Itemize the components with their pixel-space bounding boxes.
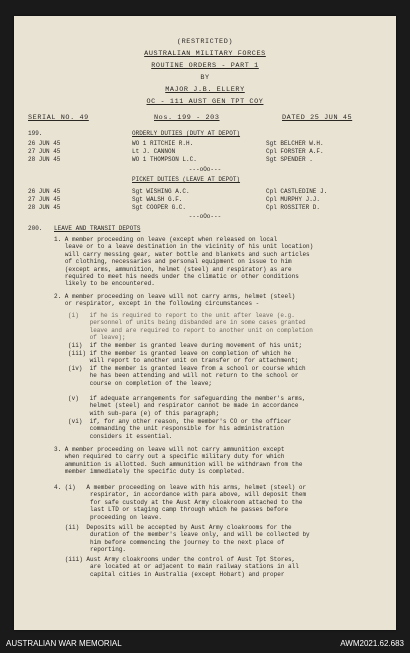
row-duty: WO 1 RITCHIE R.H. <box>132 140 194 147</box>
sub-item: (iii) Aust Army cloakrooms under the control of Aust Tpt Stores, are located at or adjacent to main railway stations in all capital cities in Australia (except Hobart) and proper <box>64 556 299 578</box>
unit-title: AUSTRALIAN MILITARY FORCES <box>144 50 266 58</box>
section-number: 200. <box>28 225 43 232</box>
row-date: 28 JUN 45 <box>28 156 61 163</box>
officer-name: MAJOR J.B. ELLERY <box>165 86 245 94</box>
row-duty: Sgt COOPER G.C. <box>132 204 187 211</box>
archive-reference: AWM2021.62.683 <box>340 639 404 648</box>
row-date: 27 JUN 45 <box>28 148 61 155</box>
order-numbers: Nos. 199 - 203 <box>154 114 220 122</box>
archive-footer <box>0 634 410 653</box>
section-heading: PICKET DUTIES (LEAVE AT DEPOT) <box>132 176 241 183</box>
row-duty: Lt J. CANNON <box>132 148 176 155</box>
serial-number: SERIAL NO. 49 <box>28 114 89 122</box>
classification: (RESTRICTED) <box>176 38 234 46</box>
sub-item: 4. (i) A member proceeding on leave with his arms, helmet (steel) or respirator, in accordance with para above, will deposit them for safe custody at the Aust Army cloakroom attached to the last LTD or staging camp through which he passes before proceeding on leave. <box>54 484 307 521</box>
section-heading: ORDERLY DUTIES (DUTY AT DEPOT) <box>132 130 241 137</box>
paragraph: 2. A member proceeding on leave will not carry arms, helmet (steel) or respirator, except in the following circumstances - <box>54 293 296 308</box>
sub-item: (iii) if the member is granted leave on completion of which he will report to another unit on transfer or for attachment; <box>68 350 299 365</box>
sub-item: (iv) if the member is granted leave from a school or course which he has been attending and will not return to the school or course on completion of the leave; <box>68 365 306 387</box>
row-relief: Cpl MURPHY J.J. <box>266 196 321 203</box>
archive-name: AUSTRALIAN WAR MEMORIAL <box>6 639 122 648</box>
row-relief: Sgt SPENDER . <box>266 156 313 163</box>
sub-item: (v) if adequate arrangements for safeguarding the member's arms, helmet (steel) and respirator cannot be made in accordance with sub-para (e) of this paragraph; <box>68 395 306 417</box>
paragraph: 3. A member proceeding on leave will not carry ammunition except when required to carry out a specific military duty for which ammunition is allotted. Such ammunition will be withdrawn from the member immediately the specific duty is completed. <box>54 446 303 476</box>
order-date: DATED 25 JUN 45 <box>282 114 353 122</box>
row-relief: Cpl CASTLEDINE J. <box>266 188 328 195</box>
by-line: BY <box>200 74 210 82</box>
row-relief: Sgt BELCHER W.H. <box>266 140 324 147</box>
row-date: 26 JUN 45 <box>28 140 61 147</box>
row-relief: Cpl FORSTER A.F. <box>266 148 324 155</box>
row-relief: Cpl ROSSITER D. <box>266 204 321 211</box>
paragraph: 1. A member proceeding on leave (except when released on local leave or to a leave destination in the vicinity of his unit location) will carry messing gear, water bottle and blankets and such articles of clothing, necessaries and personal equipment on issue to him (except arms, ammunition, helmet (steel) and respirator) as are required to meet his needs under the climatic or other conditions likely to be encountered. <box>54 236 314 288</box>
divider: ---oOo--- <box>188 166 222 173</box>
row-date: 27 JUN 45 <box>28 196 61 203</box>
document-page <box>14 16 396 630</box>
sub-item: (i) if he is required to report to the unit after leave (e.g. personnel of units being disbanded are in some cases granted leave and are required to report to another unit on completion of leave); <box>68 312 313 342</box>
order-type: ROUTINE ORDERS - PART 1 <box>151 62 259 70</box>
command-line: OC - 111 AUST GEN TPT COY <box>146 98 264 106</box>
sub-item: (ii) Deposits will be accepted by Aust Army cloakrooms for the duration of the member's leave only, and will be collected by him before commencing the journey to the next place of reporting. <box>64 524 310 554</box>
divider: ---oOo--- <box>188 213 222 220</box>
sub-item: (ii) if the member is granted leave during movement of his unit; <box>68 342 303 349</box>
sub-item: (vi) if, for any other reason, the member's CO or the officer commanding the unit responsible for his administration considers it essential. <box>68 418 292 440</box>
row-date: 28 JUN 45 <box>28 204 61 211</box>
section-number: 199. <box>28 130 43 137</box>
row-date: 26 JUN 45 <box>28 188 61 195</box>
row-duty: Sgt WALSH G.F. <box>132 196 183 203</box>
section-heading: LEAVE AND TRANSIT DEPOTS <box>54 225 141 232</box>
row-duty: Sgt WISHING A.C. <box>132 188 190 195</box>
row-duty: WO 1 THOMPSON L.C. <box>132 156 197 163</box>
